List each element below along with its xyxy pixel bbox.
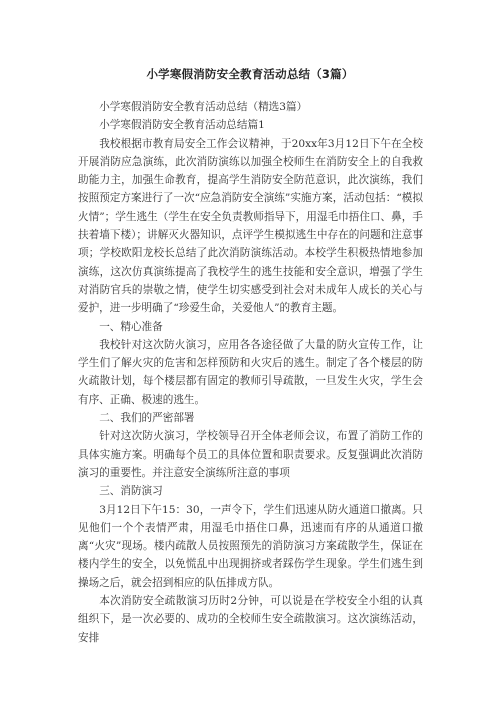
article-heading: 小学寒假消防安全教育活动总结篇1 [99,119,265,132]
doc-subtitle: 小学寒假消防安全教育活动总结（精选3篇） [99,101,308,113]
body-paragraph: 本次消防安全疏散演习历时2分钟，可以说是在学校安全小组的认真组织下，是一次必要的、成功的全校师生安全疏散演习。这次演练活动，安排 [78,595,423,644]
body-paragraph: 我校针对这次防火演习，应用各各途径做了大量的防火宣传工作，让学生们了解火灾的危害和怎样预防和火灾后的逃生。制定了各个楼层的防火疏散计划，每个楼层都有固定的教师引导疏散，一旦发生火灾，学生会有序、正确、极速的逃生。 [78,338,423,406]
document-title: 小学寒假消防安全教育活动总结（3篇） [146,67,354,81]
body-paragraph: 3月12日下午15：30，一声令下，学生们迅速从防火通道口撤离。只见他们一个个表情严肃，用湿毛巾捂住口鼻，迅速而有序的从通道口撤离“火灾”现场。楼内疏散人员按照预先的消防演习方案疏散学生，保证在楼内学生的安全，以免慌乱中出现拥挤或者踩伤学生现象。学生们逃生到操场之后，就会招到相应的队伍排成方队。 [78,503,423,589]
body-paragraph: 我校根据市教育局安全工作会议精神，于20xx年3月12日下午在全校开展消防应急演练，此次消防演练以加强全校师生在消防安全上的自我救助能力主，加强生命教育，提高学生消防安全防范意识，此次演练，我们按照预定方案进行了一次“应急消防安全演练”实施方案，活动包括：“模拟火情”；学生逃生（学生在安全负责教师指导下，用湿毛巾捂住口、鼻，手扶着墙下楼）；讲解灭火器知识，点评学生模拟逃生中存在的问题和注意事项；学校欧阳龙校长总结了此次消防演练活动。本校学生积极热情地参加演练，这次仿真演练提高了我校学生的逃生技能和安全意识，增强了学生对消防官兵的崇敬之情，使学生切实感受到社会对未成年人成长的关心与爱护，进一步明确了“珍爱生命，关爱他人”的教育主题。 [78,137,423,315]
document-body [78,98,423,647]
section-heading: 一、精心准备 [99,320,163,333]
section-heading: 三、消防演习 [99,485,163,498]
body-paragraph: 针对这次防火演习，学校领导召开全体老师会议，布置了消防工作的具体实施方案。明确每个员工的具体位置和职责要求。反复强调此次消防演习的重要性。并注意安全演练所注意的事项 [78,430,423,479]
section-heading: 二、我们的严密部署 [99,412,195,425]
